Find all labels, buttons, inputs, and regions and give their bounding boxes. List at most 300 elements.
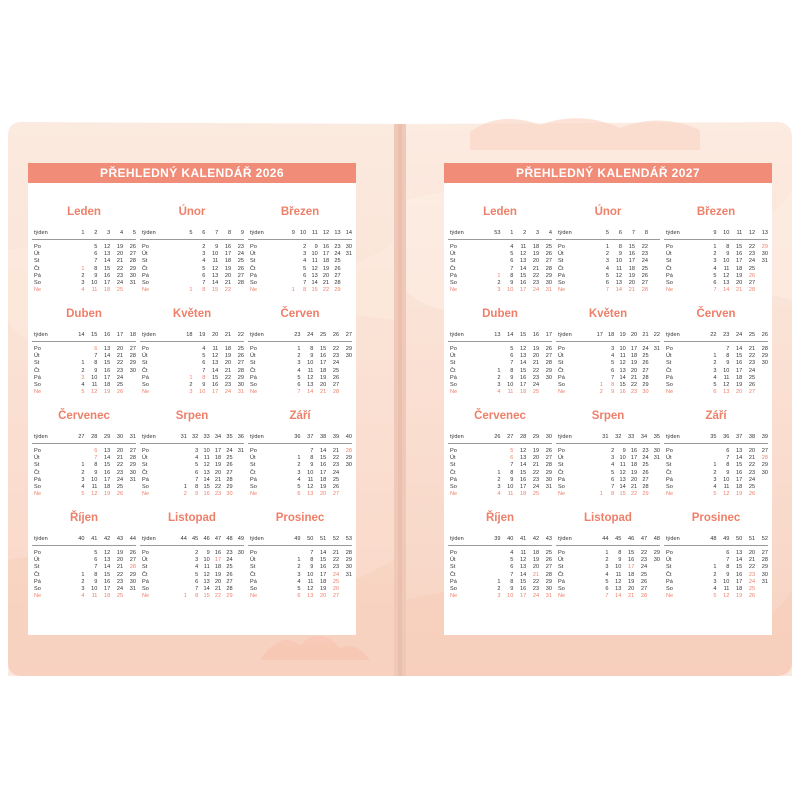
day-cell <box>180 346 193 353</box>
day-row <box>140 491 244 498</box>
weekday-label: Pá <box>142 578 149 585</box>
day-row <box>664 448 768 455</box>
day-row <box>248 280 352 287</box>
day-cell: 6 <box>510 258 514 265</box>
calendar-page-2027 <box>444 163 772 635</box>
day-cell: 20 <box>320 593 327 600</box>
day-cell: 5 <box>611 360 615 367</box>
day-cell: 17 <box>320 360 327 367</box>
day-cell: 23 <box>532 476 540 483</box>
day-cell: 19 <box>224 265 232 272</box>
calendar-page-2026 <box>28 163 356 635</box>
week-number: 14 <box>345 230 353 236</box>
day-cell: 5 <box>605 578 609 585</box>
day-cell: 2 <box>81 469 85 476</box>
day-row <box>448 258 552 265</box>
day-row <box>32 346 136 353</box>
week-number-row <box>32 329 136 342</box>
day-cell: 19 <box>532 346 540 352</box>
day-cell: 24 <box>641 258 648 265</box>
day-cell: 25 <box>332 578 340 585</box>
day-cell: 7 <box>611 483 615 490</box>
day-row <box>248 557 352 564</box>
day-cell <box>539 382 552 389</box>
day-cell: 20 <box>224 272 232 279</box>
day-cell: 2 <box>81 367 85 374</box>
day-cell: 15 <box>619 491 626 498</box>
day-cell: 13 <box>520 258 527 265</box>
month-block <box>664 205 768 301</box>
day-row <box>556 491 660 498</box>
day-cell: 29 <box>545 367 552 374</box>
day-cell: 13 <box>723 279 730 286</box>
day-cell: 26 <box>545 448 552 454</box>
day-row <box>448 470 552 477</box>
day-cell: 11 <box>723 585 730 592</box>
week-number: 4 <box>548 230 552 236</box>
month-name: Září <box>289 410 311 422</box>
day-cell <box>339 491 352 498</box>
day-cell: 18 <box>104 483 111 490</box>
day-cell <box>72 353 85 360</box>
day-cell: 23 <box>640 557 648 564</box>
week-number: 27 <box>507 434 514 440</box>
day-cell: 14 <box>212 279 219 286</box>
day-cell: 27 <box>129 448 136 454</box>
day-cell: 10 <box>199 389 206 396</box>
weekday-label: Pá <box>250 272 257 279</box>
day-cell: 12 <box>91 389 98 396</box>
day-row <box>140 470 244 477</box>
weekday-label: St <box>250 564 256 571</box>
day-cell <box>488 462 501 469</box>
day-cell: 12 <box>619 360 626 367</box>
weekday-label: Po <box>450 448 457 454</box>
weekday-label: Pá <box>558 374 565 381</box>
day-cell: 29 <box>545 469 552 476</box>
day-cell: 6 <box>726 448 730 454</box>
day-cell: 16 <box>520 374 527 381</box>
day-cell: 4 <box>81 381 85 388</box>
day-row <box>32 448 136 455</box>
day-cell: 17 <box>104 374 111 381</box>
day-row <box>32 455 136 462</box>
day-cell: 10 <box>311 251 318 258</box>
weekday-label: Út <box>666 353 672 360</box>
day-cell: 9 <box>202 381 206 388</box>
weekday-label: St <box>666 462 672 469</box>
week-number-row <box>556 227 660 240</box>
day-row <box>664 266 768 273</box>
week-label: týden <box>34 536 48 542</box>
day-cell: 28 <box>129 564 136 571</box>
day-cell: 24 <box>116 279 124 286</box>
day-cell: 5 <box>510 346 514 352</box>
day-row <box>448 368 552 375</box>
day-cell: 28 <box>334 279 341 286</box>
day-cell: 1 <box>291 287 295 294</box>
week-number: 27 <box>78 434 85 440</box>
month-block <box>556 409 660 505</box>
week-number: 5 <box>132 230 136 236</box>
day-cell: 30 <box>761 251 768 258</box>
day-row <box>664 287 768 294</box>
day-cell: 1 <box>81 265 85 272</box>
day-cell: 27 <box>761 550 768 556</box>
weekday-label: Pá <box>558 476 565 483</box>
day-row <box>448 244 552 251</box>
day-cell <box>755 477 768 484</box>
day-cell: 6 <box>297 491 301 498</box>
day-cell: 9 <box>726 469 730 476</box>
day-cell: 28 <box>642 374 649 381</box>
day-cell: 12 <box>212 265 219 272</box>
day-cell: 19 <box>736 381 743 388</box>
day-cell: 17 <box>322 251 330 258</box>
day-cell: 31 <box>237 448 245 454</box>
day-cell <box>123 382 136 389</box>
day-row <box>448 564 552 571</box>
weekday-label: St <box>666 360 672 367</box>
weekday-label: Út <box>250 455 256 462</box>
day-cell: 9 <box>510 476 514 483</box>
day-cell <box>339 382 352 389</box>
day-cell: 12 <box>203 571 210 578</box>
weekday-label: Ne <box>250 389 258 396</box>
day-cell: 21 <box>748 557 756 564</box>
day-row <box>448 448 552 455</box>
day-cell: 8 <box>726 462 730 469</box>
day-cell: 3 <box>611 346 615 352</box>
day-row <box>32 251 136 258</box>
day-cell: 13 <box>723 389 730 396</box>
day-cell: 18 <box>104 287 111 294</box>
week-number: 35 <box>226 434 233 440</box>
weekday-label: Pá <box>666 476 673 483</box>
weekday-label: So <box>558 279 565 286</box>
day-cell: 11 <box>507 491 514 498</box>
day-cell: 4 <box>303 258 307 265</box>
day-cell: 14 <box>615 593 622 600</box>
day-cell: 20 <box>116 448 124 454</box>
day-cell <box>175 564 186 571</box>
day-cell: 24 <box>642 346 649 352</box>
weekday-label: So <box>250 279 257 286</box>
day-row <box>248 462 352 469</box>
day-cell: 23 <box>748 571 756 578</box>
day-cell: 14 <box>104 564 111 571</box>
weekday-label: Út <box>558 455 564 462</box>
weekday-label: Pá <box>142 476 149 483</box>
day-cell: 13 <box>520 353 527 360</box>
day-cell: 26 <box>334 265 341 272</box>
day-cell: 19 <box>532 251 540 258</box>
weekday-label: So <box>450 381 457 388</box>
day-row <box>664 273 768 280</box>
day-cell: 5 <box>303 265 307 272</box>
day-cell: 16 <box>104 367 111 374</box>
day-cell: 21 <box>630 483 638 490</box>
week-number: 23 <box>723 332 730 338</box>
month-name: Listopad <box>168 512 216 524</box>
week-number: 50 <box>307 536 314 542</box>
day-cell: 30 <box>545 585 552 592</box>
weekday-label: Út <box>34 251 40 258</box>
week-number: 12 <box>322 230 330 236</box>
weekday-label: Ne <box>450 593 458 600</box>
day-row <box>140 484 244 491</box>
day-row <box>448 251 552 258</box>
day-cell: 4 <box>297 367 301 374</box>
day-cell <box>339 360 352 367</box>
day-cell: 10 <box>203 557 210 564</box>
day-cell <box>539 389 552 396</box>
day-row <box>248 579 352 586</box>
day-cell: 25 <box>545 550 552 556</box>
day-cell: 27 <box>334 272 341 279</box>
day-cell: 19 <box>322 265 330 272</box>
day-cell <box>647 593 660 600</box>
day-row <box>448 273 552 280</box>
day-row <box>448 484 552 491</box>
weekday-label: So <box>34 483 41 490</box>
day-cell: 8 <box>202 374 206 381</box>
weekday-label: Čt <box>450 265 456 272</box>
week-number: 20 <box>630 332 638 338</box>
day-row <box>556 266 660 273</box>
week-number: 33 <box>203 434 210 440</box>
day-cell: 8 <box>94 571 98 578</box>
day-cell: 16 <box>630 448 638 454</box>
weekday-label: Ne <box>142 287 150 294</box>
week-number: 32 <box>615 434 622 440</box>
day-cell: 21 <box>532 571 540 578</box>
weekday-label: Po <box>250 550 257 556</box>
week-number: 2 <box>523 230 527 236</box>
day-row <box>32 462 136 469</box>
day-cell: 18 <box>532 244 540 250</box>
weekday-label: So <box>250 381 257 388</box>
day-cell: 27 <box>545 455 552 462</box>
day-cell: 15 <box>628 550 635 556</box>
week-number: 48 <box>653 536 660 542</box>
day-cell: 2 <box>497 279 501 286</box>
day-cell: 14 <box>520 462 527 469</box>
day-cell: 7 <box>510 265 514 272</box>
weekday-label: Út <box>558 557 564 564</box>
day-cell <box>591 375 602 382</box>
week-number: 15 <box>91 332 98 338</box>
day-cell <box>591 360 602 367</box>
day-cell <box>180 266 193 273</box>
day-cell: 31 <box>237 389 244 396</box>
weekday-label: St <box>142 360 148 367</box>
day-cell: 17 <box>212 389 219 396</box>
day-cell: 27 <box>332 593 340 600</box>
day-row <box>248 455 352 462</box>
weekday-label: Po <box>558 244 565 250</box>
day-cell: 7 <box>202 367 206 374</box>
day-cell: 8 <box>618 244 622 250</box>
day-cell: 17 <box>520 381 527 388</box>
month-name: Červenec <box>474 410 526 422</box>
day-cell: 16 <box>320 564 327 571</box>
week-number: 45 <box>192 536 199 542</box>
day-row <box>556 382 660 389</box>
day-cell: 11 <box>307 367 314 374</box>
weekday-label: Po <box>142 244 149 250</box>
weekday-label: Út <box>250 353 256 360</box>
week-number: 18 <box>129 332 136 338</box>
day-cell: 2 <box>297 353 301 360</box>
week-number: 49 <box>294 536 301 542</box>
day-row <box>448 360 552 367</box>
month-block <box>248 205 352 301</box>
weekday-label: Čt <box>34 367 40 374</box>
day-cell: 2 <box>202 244 206 250</box>
week-number: 44 <box>180 536 187 542</box>
month-grid <box>140 533 244 600</box>
day-row <box>32 287 136 294</box>
day-cell: 13 <box>212 272 219 279</box>
day-cell: 18 <box>630 353 638 360</box>
day-cell: 29 <box>761 353 768 360</box>
day-cell: 16 <box>322 244 330 250</box>
day-row <box>32 360 136 367</box>
day-row <box>664 258 768 265</box>
day-cell: 26 <box>116 389 124 396</box>
weekday-label: Čt <box>142 265 148 272</box>
day-row <box>32 389 136 396</box>
day-cell: 30 <box>545 279 552 286</box>
day-cell: 27 <box>545 258 552 265</box>
day-cell: 17 <box>104 279 111 286</box>
day-cell <box>339 470 352 477</box>
day-cell: 19 <box>736 272 743 279</box>
day-row <box>32 375 136 382</box>
week-label: týden <box>250 332 264 338</box>
day-cell: 30 <box>226 491 233 498</box>
month-name: Září <box>705 410 727 422</box>
month-block <box>32 205 136 301</box>
day-row <box>248 244 352 251</box>
day-cell: 23 <box>641 251 648 258</box>
week-number: 52 <box>761 536 768 542</box>
month-block <box>448 511 552 607</box>
day-cell: 15 <box>520 272 527 279</box>
day-cell: 5 <box>605 272 609 279</box>
day-row <box>248 353 352 360</box>
weekday-label: Pá <box>450 578 457 585</box>
day-cell: 11 <box>212 346 219 352</box>
week-number: 37 <box>736 434 743 440</box>
day-cell: 19 <box>320 585 327 592</box>
day-cell: 27 <box>237 272 244 279</box>
day-cell <box>283 273 294 280</box>
month-block <box>32 511 136 607</box>
day-row <box>664 593 768 600</box>
day-cell: 19 <box>214 462 222 469</box>
day-cell: 10 <box>307 469 314 476</box>
weekday-label: So <box>558 483 565 490</box>
day-row <box>556 557 660 564</box>
day-row <box>448 572 552 579</box>
week-number: 46 <box>203 536 210 542</box>
day-row <box>32 280 136 287</box>
week-number: 6 <box>618 230 622 236</box>
day-cell: 18 <box>532 550 540 556</box>
week-number: 49 <box>237 536 245 542</box>
week-number: 21 <box>224 332 232 338</box>
day-cell: 3 <box>195 448 199 454</box>
day-cell: 5 <box>94 244 98 250</box>
day-cell: 1 <box>189 287 193 294</box>
day-cell: 24 <box>332 571 340 578</box>
week-number: 26 <box>332 332 340 338</box>
day-row <box>32 557 136 564</box>
day-row <box>448 353 552 360</box>
day-cell: 17 <box>736 578 743 585</box>
day-cell: 27 <box>129 557 136 564</box>
day-cell: 30 <box>545 476 552 483</box>
day-cell: 14 <box>320 550 327 556</box>
day-cell <box>341 266 352 273</box>
day-cell: 2 <box>81 578 85 585</box>
weekday-label: Ne <box>34 389 42 396</box>
month-grid <box>248 431 352 498</box>
day-cell: 26 <box>748 381 756 388</box>
day-cell: 29 <box>642 491 649 498</box>
day-row <box>140 564 244 571</box>
day-cell: 24 <box>748 578 756 585</box>
day-row <box>556 572 660 579</box>
day-cell: 15 <box>619 381 626 388</box>
day-cell: 11 <box>307 476 314 483</box>
day-cell <box>233 586 244 593</box>
day-row <box>556 579 660 586</box>
day-cell: 9 <box>314 244 318 250</box>
day-cell: 22 <box>214 593 222 600</box>
day-cell <box>175 455 186 462</box>
day-cell: 28 <box>129 258 136 265</box>
week-number: 21 <box>642 332 649 338</box>
day-cell <box>488 564 501 571</box>
day-cell: 18 <box>736 483 743 490</box>
day-cell: 14 <box>212 367 219 374</box>
day-row <box>140 593 244 600</box>
week-number: 39 <box>761 434 768 440</box>
day-cell: 17 <box>520 593 527 600</box>
day-cell: 14 <box>320 448 327 454</box>
week-number: 28 <box>520 434 527 440</box>
week-number: 31 <box>602 434 609 440</box>
day-row <box>248 360 352 367</box>
day-cell: 12 <box>615 272 622 279</box>
day-cell <box>283 251 294 258</box>
month-name: Prosinec <box>275 512 325 524</box>
week-number: 26 <box>494 434 501 440</box>
day-row <box>664 346 768 353</box>
day-cell <box>339 368 352 375</box>
day-cell: 15 <box>736 462 743 469</box>
day-cell: 12 <box>520 346 527 352</box>
day-cell: 20 <box>532 258 540 265</box>
day-cell: 2 <box>713 360 717 367</box>
day-cell <box>123 389 136 396</box>
day-cell: 30 <box>345 353 352 360</box>
day-cell: 14 <box>520 571 527 578</box>
week-number: 9 <box>291 230 295 236</box>
